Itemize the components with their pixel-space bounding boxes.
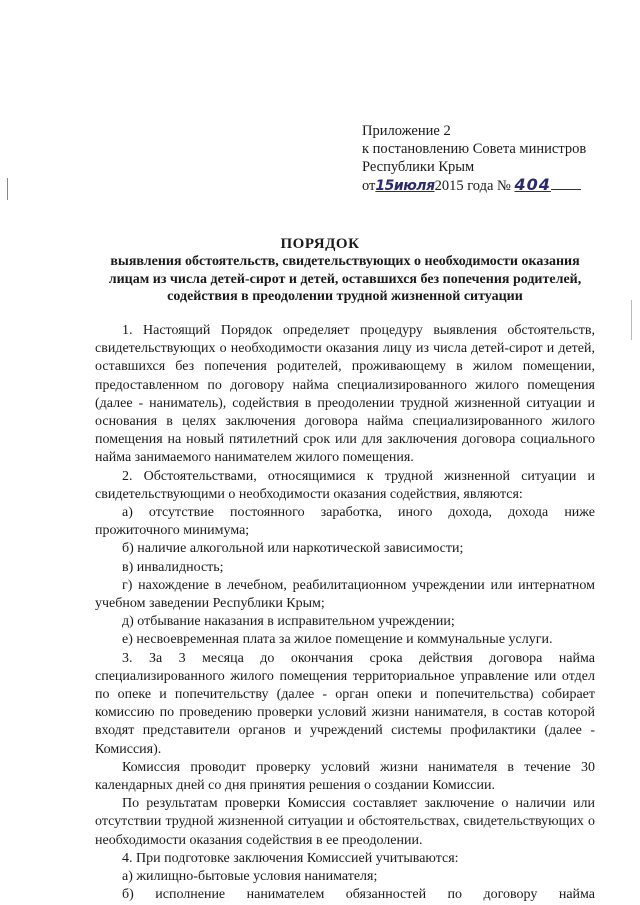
list-item-d: д) отбывание наказания в исправительном учреждении; <box>122 614 455 630</box>
paragraph-3-commission: Комиссия проводит проверку условий жизни нанимателя в течение 30 календарных дней со дня принятия решения о создании Комиссии. <box>95 759 595 794</box>
paragraph-3: 3. За 3 месяца до окончания срока действия договора найма специализированного жилого помещения территориальное управление или отдел по опеке и попечительству (далее - орган опеки и попечительства) собирает комиссию по проведению проверки условий жизни нанимателя, в состав которой входят представители органов и учреждений системы профилактики (далее - Комиссия). <box>95 650 595 757</box>
scan-margin-mark-right <box>631 300 632 340</box>
date-prefix: от <box>362 178 376 194</box>
scan-margin-mark <box>7 178 8 200</box>
subtitle-line: лицам из числа детей-сирот и детей, оставшихся без попечения родителей, <box>108 271 582 287</box>
list-item-g: г) нахождение в лечебном, реабилитационном учреждении или интернатном учебном заведении Республики Крым; <box>95 577 595 612</box>
appendix-date-line <box>362 176 622 195</box>
paragraph-2: 2. Обстоятельствами, относящимися к трудной жизненной ситуации и свидетельствующими о необходимости оказания содействия, являются: <box>95 468 595 502</box>
list-item-v: в) инвалидность; <box>122 559 224 575</box>
list-item-e: е) несвоевременная плата за жилое помещение и коммунальные услуги. <box>122 632 553 648</box>
paragraph-1: 1. Настоящий Порядок определяет процедуру выявления обстоятельств, свидетельствующих о необходимости оказания лицу из числа детей-сирот и детей, оставшихся без попечения родителей, проживающему в жилом помещении, предоставленном по договору найма специализированного жилого помещения (далее - наниматель), содействия в преодолении трудной жизненной ситуации и основания в целях заключения договора найма специализированного жилого помещения на новый пятилетний срок или для заключения договора социального найма занимаемого нанимателем жилого помещения. <box>95 323 595 466</box>
list-item-b: б) наличие алкогольной или наркотической зависимости; <box>122 541 464 557</box>
document-body <box>95 322 595 905</box>
paragraph-3-results: По результатам проверки Комиссия составляет заключение о наличии или отсутствии трудной жизненной ситуации и обстоятельствах, свидетельствующих о необходимости оказания содействия в ее преодолении. <box>95 796 595 848</box>
subtitle-line: выявления обстоятельств, свидетельствующих о необходимости оказания <box>110 254 580 269</box>
handwritten-number: 404 <box>514 175 551 194</box>
list-item-a: а) отсутствие постоянного заработка, иного дохода, дохода ниже прожиточного минимума; <box>95 505 595 539</box>
number-underline <box>551 177 581 190</box>
appendix-line-1: Приложение 2 <box>362 123 451 139</box>
list-item-4a: а) жилищно-бытовые условия нанимателя; <box>122 869 378 885</box>
appendix-line-2: к постановлению Совета министров <box>362 141 587 157</box>
paragraph-4: 4. При подготовке заключения Комиссией учитываются: <box>122 850 459 866</box>
list-item-4b: б) исполнение нанимателем обязанностей по договору найма <box>122 887 595 903</box>
handwritten-date: 15июля <box>375 178 435 194</box>
date-year: 2015 года № <box>434 178 511 194</box>
document-title: ПОРЯДОК <box>280 236 360 252</box>
appendix-line-3: Республики Крым <box>362 159 475 175</box>
document-subtitle <box>95 253 595 306</box>
appendix-header <box>362 122 622 195</box>
subtitle-line: содействия в преодолении трудной жизненной ситуации <box>167 289 523 304</box>
